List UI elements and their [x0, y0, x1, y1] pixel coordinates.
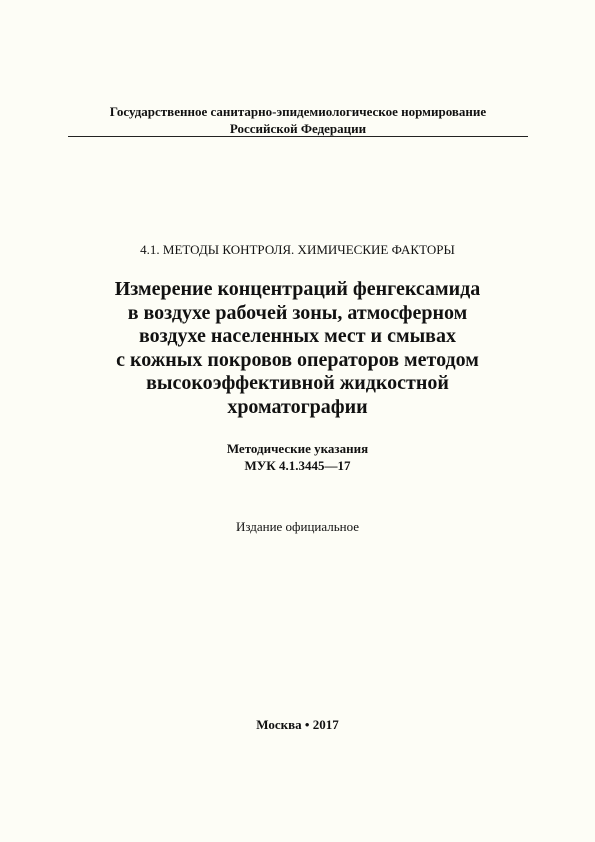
document-title	[40, 278, 555, 419]
edition-note: Издание официальное	[235, 519, 360, 534]
title-line: с кожных покровов операторов методом	[116, 348, 479, 371]
issuer-line-1: Государственное санитарно-эпидемиологическое нормирование	[109, 104, 487, 119]
document-type-block	[0, 440, 595, 474]
document-type: Методические указания	[226, 441, 369, 456]
imprint-place-year: Москва • 2017	[256, 717, 339, 732]
issuer-line-2: Российской Федерации	[229, 121, 367, 136]
document-code: МУК 4.1.3445—17	[244, 458, 351, 473]
header-divider	[68, 136, 528, 137]
title-line: воздухе населенных мест и смывах	[138, 325, 456, 347]
title-line: Измерение концентраций фенгексамида	[114, 278, 481, 300]
title-line: в воздухе рабочей зоны, атмосферном	[127, 301, 468, 324]
series-heading: 4.1. МЕТОДЫ КОНТРОЛЯ. ХИМИЧЕСКИЕ ФАКТОРЫ	[140, 242, 455, 257]
title-line: хроматографии	[227, 395, 368, 418]
issuer-header	[68, 103, 528, 137]
title-line: высокоэффективной жидкостной	[146, 372, 449, 394]
